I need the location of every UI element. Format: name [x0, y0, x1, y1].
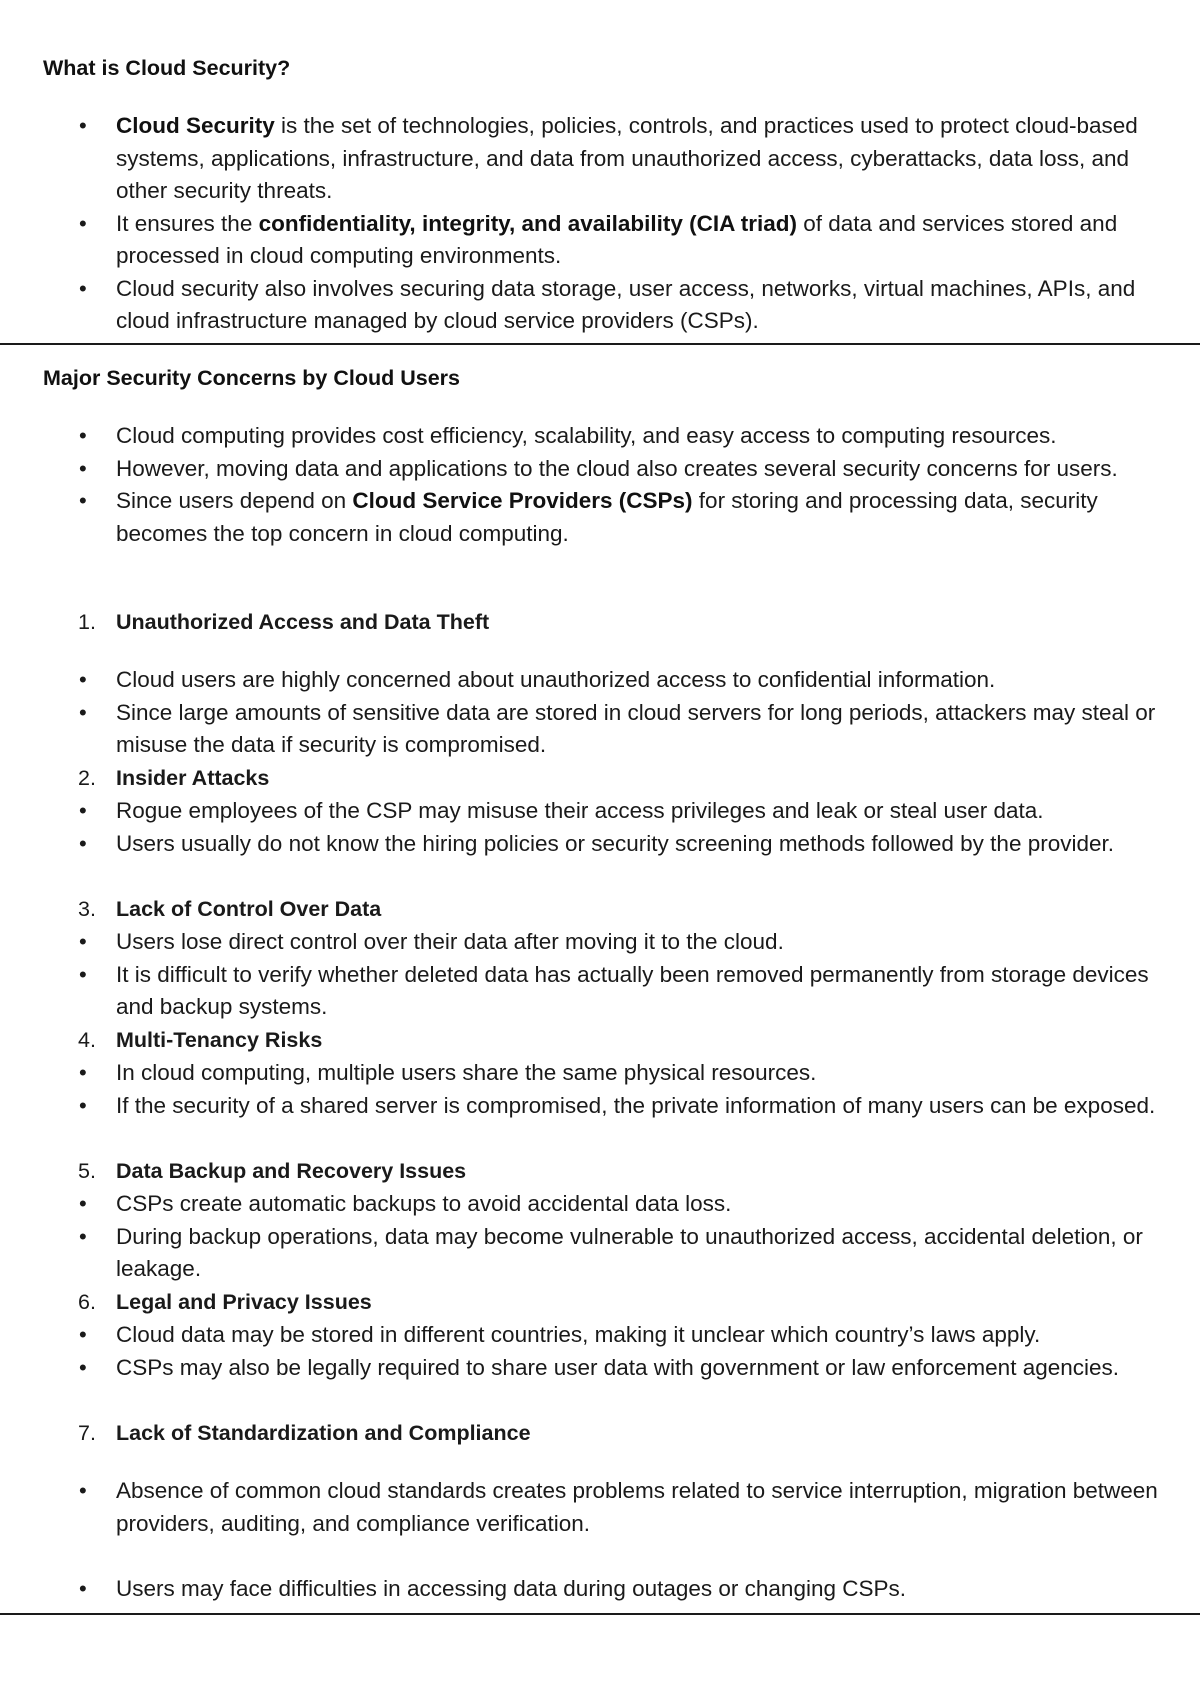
concern-title: Unauthorized Access and Data Theft	[116, 610, 490, 634]
concern-heading-3	[78, 893, 381, 926]
concern-number: 2.	[78, 766, 96, 790]
concern-title: Insider Attacks	[116, 766, 270, 790]
bold-term: Cloud Service Providers (CSPs)	[352, 488, 693, 513]
bullet-text: Absence of common cloud standards creates problems related to service interruption, migration between providers, auditing, and compliance verification.	[116, 1478, 1158, 1536]
concern-heading-5	[78, 1155, 466, 1188]
list-item	[0, 453, 1200, 486]
concern-number: 3.	[78, 897, 96, 921]
concern-heading-7	[78, 1417, 531, 1450]
bullet-text: CSPs create automatic backups to avoid accidental data loss.	[116, 1191, 732, 1216]
list-item	[0, 926, 1200, 959]
list-item	[0, 485, 1200, 550]
list-item	[0, 1319, 1200, 1352]
list-item	[0, 110, 1200, 208]
section-divider	[0, 343, 1200, 345]
list-item	[0, 273, 1200, 338]
list-item	[0, 828, 1200, 861]
section-heading-major-security-concerns: Major Security Concerns by Cloud Users	[43, 366, 460, 390]
bullet-text: Users lose direct control over their data after moving it to the cloud.	[116, 929, 784, 954]
bullet-text: If the security of a shared server is compromised, the private information of many users can be exposed.	[116, 1092, 1156, 1118]
concern-title: Data Backup and Recovery Issues	[116, 1159, 467, 1183]
list-item	[0, 959, 1200, 1024]
bullet-text: However, moving data and applications to the cloud also creates several security concerns for users.	[116, 455, 1118, 481]
list-item	[0, 1057, 1200, 1090]
bullet-text: Cloud users are highly concerned about unauthorized access to confidential information.	[116, 667, 996, 692]
bullet-text: Users may face difficulties in accessing data during outages or changing CSPs.	[116, 1576, 907, 1601]
list-item	[0, 1475, 1200, 1540]
list-item	[0, 1352, 1200, 1385]
concern-7-bullets-continued	[0, 1573, 1200, 1606]
list-item	[0, 1090, 1200, 1123]
section-divider	[0, 1613, 1200, 1615]
concern-5-bullets	[0, 1188, 1200, 1286]
cloud-security-definition-list	[0, 110, 1200, 338]
concern-heading-4	[78, 1024, 322, 1057]
bullet-text: Cloud computing provides cost efficiency, scalability, and easy access to computing resources.	[116, 423, 1057, 448]
bullet-text: During backup operations, data may become vulnerable to unauthorized access, accidental deletion, or leakage.	[116, 1223, 1143, 1281]
list-item	[0, 697, 1200, 762]
concern-title: Lack of Standardization and Compliance	[116, 1421, 531, 1445]
bold-term: confidentiality, integrity, and availability (CIA triad)	[258, 210, 798, 236]
bullet-text: Users usually do not know the hiring policies or security screening methods followed by the provider.	[116, 830, 1115, 856]
concern-1-bullets	[0, 664, 1200, 762]
list-item	[0, 420, 1200, 453]
bullet-text: Since users depend on	[116, 488, 353, 513]
bullet-text: Rogue employees of the CSP may misuse their access privileges and leak or steal user data.	[116, 798, 1044, 823]
list-item	[0, 208, 1200, 273]
list-item	[0, 1573, 1200, 1606]
concern-title: Lack of Control Over Data	[116, 897, 382, 921]
concern-6-bullets	[0, 1319, 1200, 1384]
concern-number: 4.	[78, 1028, 96, 1052]
list-item	[0, 1188, 1200, 1221]
concern-7-bullets	[0, 1475, 1200, 1540]
bullet-text: It ensures the	[116, 210, 259, 236]
concern-number: 1.	[78, 610, 96, 634]
bullet-text: It is difficult to verify whether deleted data has actually been removed permanently from storage devices and backup systems.	[116, 961, 1149, 1019]
concern-3-bullets	[0, 926, 1200, 1024]
bullet-text: Since large amounts of sensitive data are stored in cloud servers for long periods, attackers may steal or misuse the data if security is compromised.	[116, 699, 1156, 757]
bullet-text: Cloud data may be stored in different countries, making it unclear which country’s laws apply.	[116, 1322, 1041, 1347]
concern-number: 7.	[78, 1421, 96, 1445]
bullet-text: is the set of technologies, policies, controls, and practices used to protect cloud-based systems, applications, infrastructure, and data from unauthorized access, cyberattacks, data loss, and other security threats.	[116, 113, 1138, 203]
concern-2-bullets	[0, 795, 1200, 860]
concern-title: Multi-Tenancy Risks	[116, 1028, 323, 1052]
bullet-text: In cloud computing, multiple users share the same physical resources.	[116, 1060, 817, 1085]
list-item	[0, 795, 1200, 828]
bullet-text: CSPs may also be legally required to share user data with government or law enforcement agencies.	[116, 1354, 1120, 1380]
section-heading-what-is-cloud-security: What is Cloud Security?	[43, 56, 291, 80]
concern-heading-6	[78, 1286, 372, 1319]
concern-heading-1	[78, 606, 489, 639]
bullet-text: of data and services stored and processed in cloud computing environments.	[116, 210, 1118, 268]
concern-heading-2	[78, 762, 269, 795]
concern-4-bullets	[0, 1057, 1200, 1122]
bold-term: Cloud Security	[116, 113, 275, 138]
bullet-text: for storing and processing data, security becomes the top concern in cloud computing.	[116, 488, 1098, 546]
intro-bullet-list	[0, 420, 1200, 550]
list-item	[0, 664, 1200, 697]
concern-number: 5.	[78, 1159, 96, 1183]
concern-number: 6.	[78, 1290, 96, 1314]
list-item	[0, 1221, 1200, 1286]
bullet-text: Cloud security also involves securing data storage, user access, networks, virtual machines, APIs, and cloud infrastructure managed by cloud service providers (CSPs).	[116, 275, 1136, 333]
concern-title: Legal and Privacy Issues	[116, 1290, 372, 1314]
